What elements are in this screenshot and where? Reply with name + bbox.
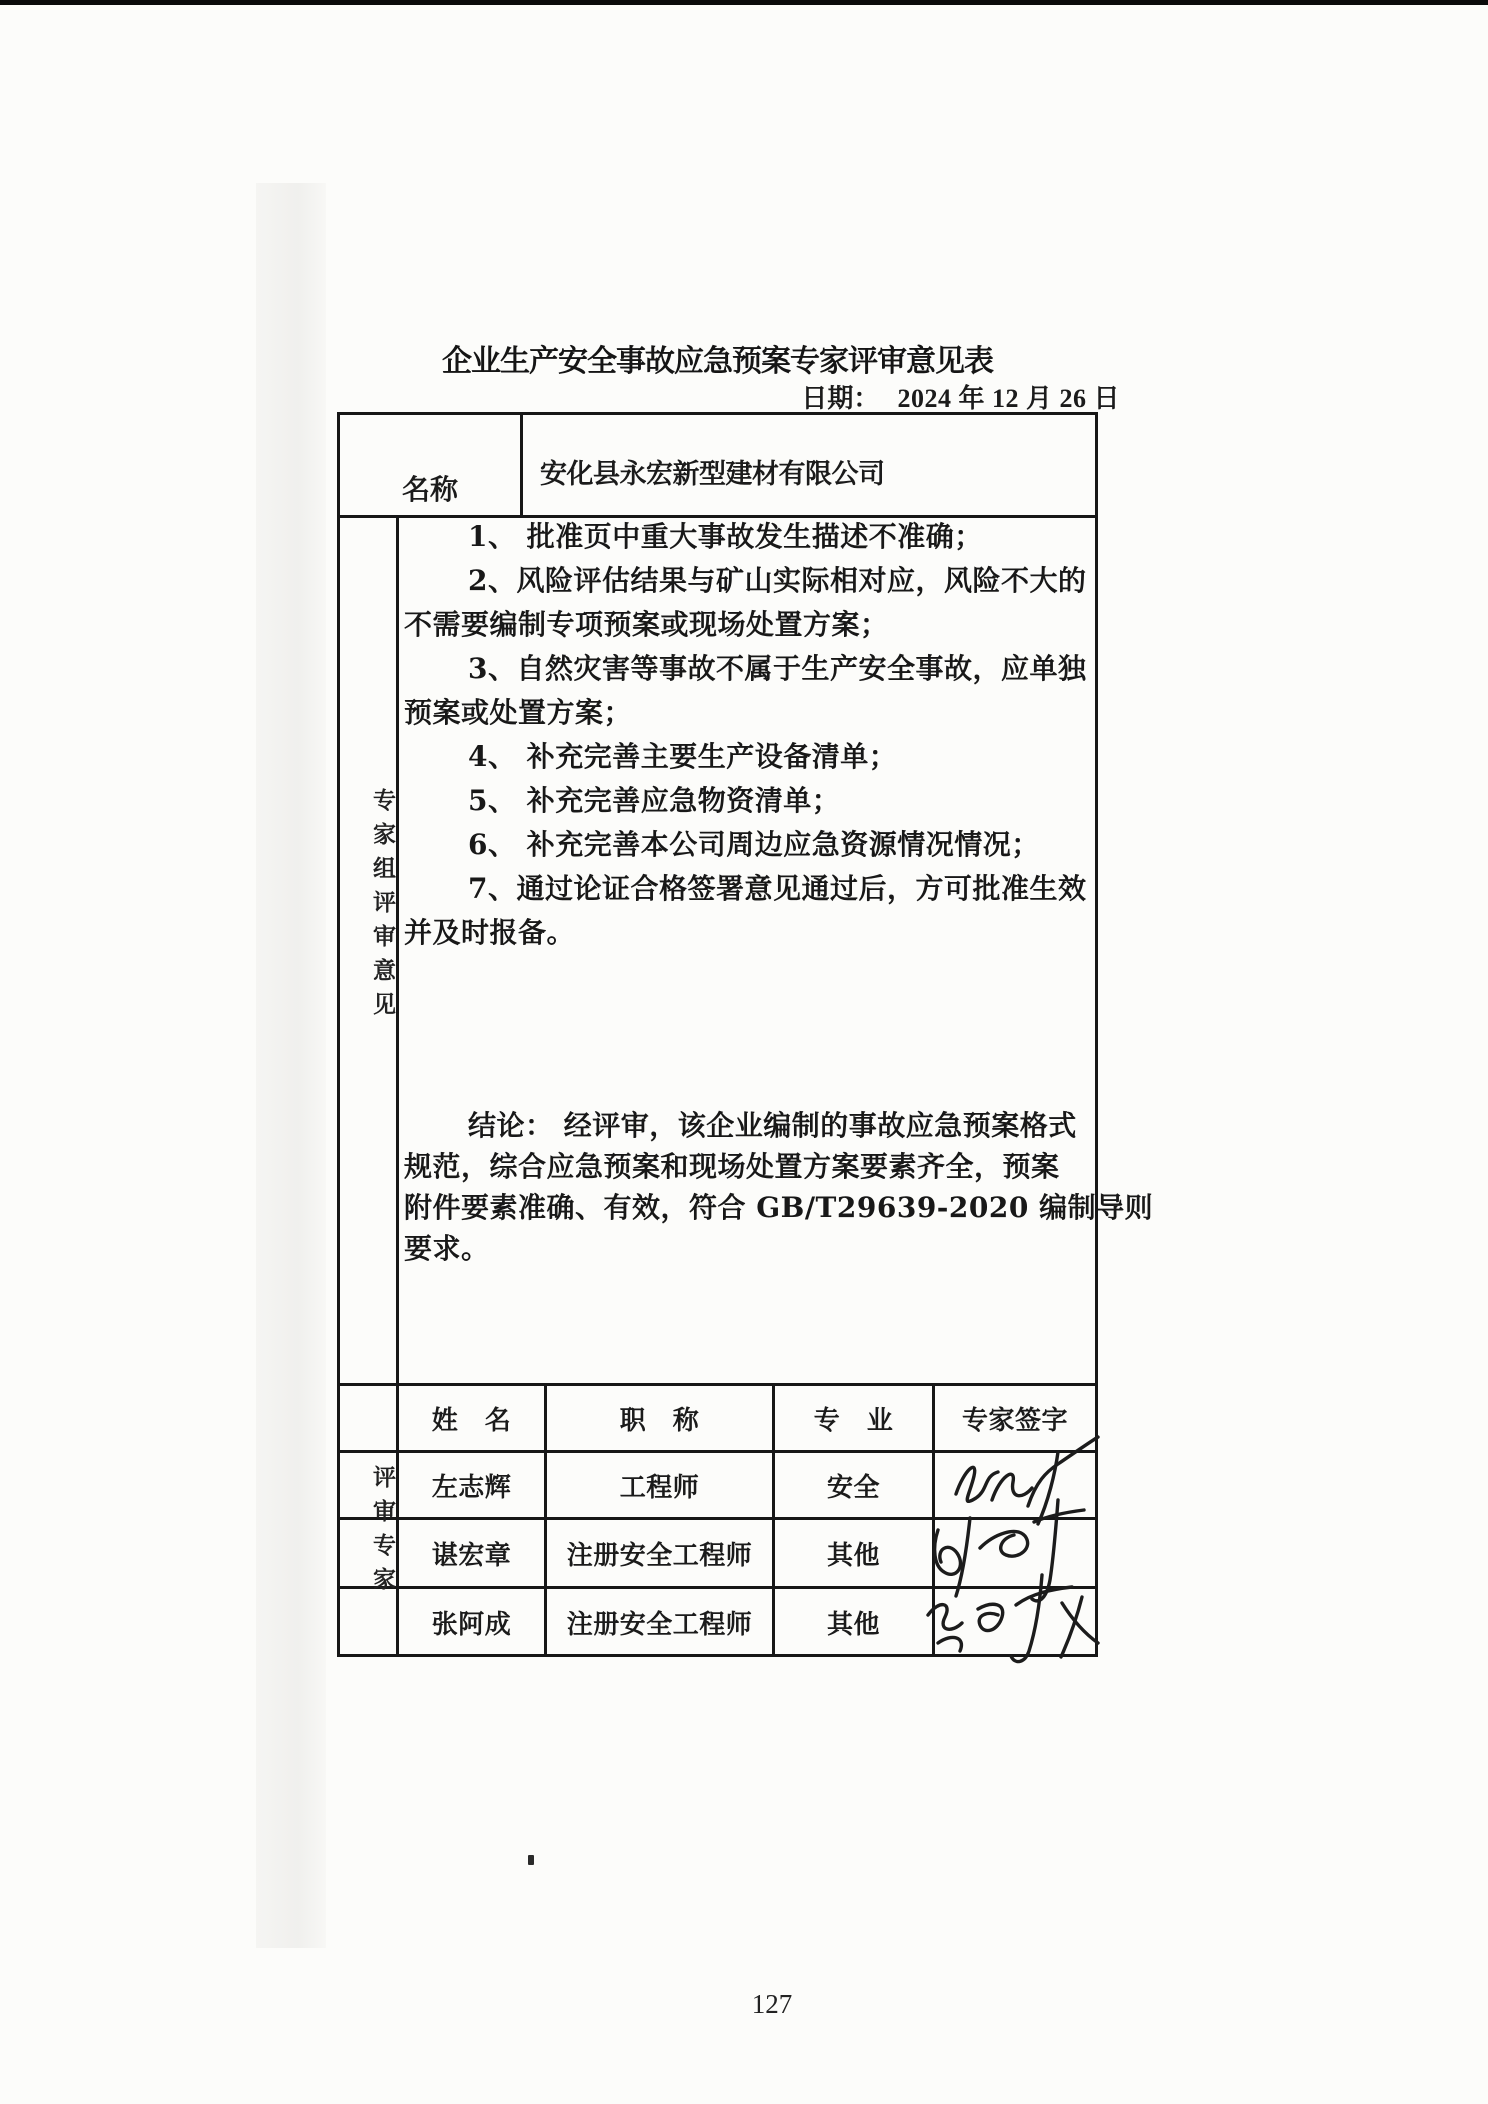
expert-name: 张阿成: [431, 1610, 512, 1640]
opinion-line: 2、风险评估结果与矿山实际相对应，风险不大的: [468, 564, 1087, 597]
experts-section-vertical-label: 评审专家: [369, 1464, 396, 1601]
table-grid-line: [337, 1383, 1098, 1386]
expert-title: 工程师: [619, 1473, 700, 1503]
experts-header-name: 姓 名: [431, 1406, 512, 1436]
scan-artifact-gray-band: [256, 183, 326, 1948]
conclusion-text-block: [404, 1105, 1154, 1269]
opinion-line: 4、 补充完善主要生产设备清单；: [468, 740, 898, 773]
conclusion-line: 附件要素准确、有效，符合 GB/T29639-2020 编制导则: [404, 1191, 1154, 1224]
expert-major: 其他: [826, 1541, 880, 1571]
table-grid-line: [337, 1450, 1098, 1453]
conclusion-line: 规范，综合应急预案和现场处置方案要素齐全，预案: [404, 1150, 1060, 1183]
opinion-line: 6、 补充完善本公司周边应急资源情况情况；: [468, 828, 1040, 861]
expert-title: 注册安全工程师: [566, 1541, 753, 1571]
form-title: 企业生产安全事故应急预案专家评审意见表: [442, 345, 993, 378]
scan-artifact-ink-dot: [528, 1855, 534, 1865]
opinion-line: 5、 补充完善应急物资清单；: [468, 784, 841, 817]
page-number: 127: [751, 1989, 793, 2019]
table-grid-line: [337, 1586, 1098, 1589]
date-spacer: [879, 384, 897, 414]
opinion-line: 1、 批准页中重大事故发生描述不准确；: [468, 520, 983, 553]
opinion-line: 不需要编制专项预案或现场处置方案；: [404, 608, 889, 641]
table-grid-line: [337, 1517, 1098, 1520]
name-row-label: 名称: [401, 473, 458, 506]
conclusion-line: 结论： 经评审，该企业编制的事故应急预案格式: [468, 1109, 1077, 1142]
opinion-line: 并及时报备。: [404, 916, 576, 949]
date-label: 日期：: [801, 383, 880, 413]
expert-name: 谌宏章: [431, 1541, 512, 1571]
expert-title: 注册安全工程师: [566, 1610, 753, 1640]
opinion-line: 预案或处置方案；: [404, 696, 633, 729]
company-name: 安化县永宏新型建材有限公司: [540, 459, 885, 490]
experts-header-title: 职 称: [619, 1406, 700, 1436]
expert-major: 安全: [826, 1473, 880, 1503]
experts-header-major: 专 业: [813, 1406, 894, 1436]
experts-header-signature: 专家签字: [961, 1406, 1068, 1436]
opinion-text-block: [404, 515, 1102, 955]
scan-artifact-top-bar: [0, 0, 1488, 5]
conclusion-line: 要求。: [404, 1232, 490, 1265]
expert-name: 左志辉: [431, 1473, 512, 1503]
date-value: 2024 年 12 月 26 日: [897, 384, 1120, 413]
expert-major: 其他: [826, 1610, 880, 1640]
form-date: [790, 378, 1120, 415]
opinion-line: 7、通过论证合格签署意见通过后，方可批准生效: [468, 872, 1087, 905]
opinion-section-vertical-label: 专家组评审意见: [369, 788, 396, 1026]
opinion-line: 3、自然灾害等事故不属于生产安全事故，应单独: [468, 652, 1087, 685]
